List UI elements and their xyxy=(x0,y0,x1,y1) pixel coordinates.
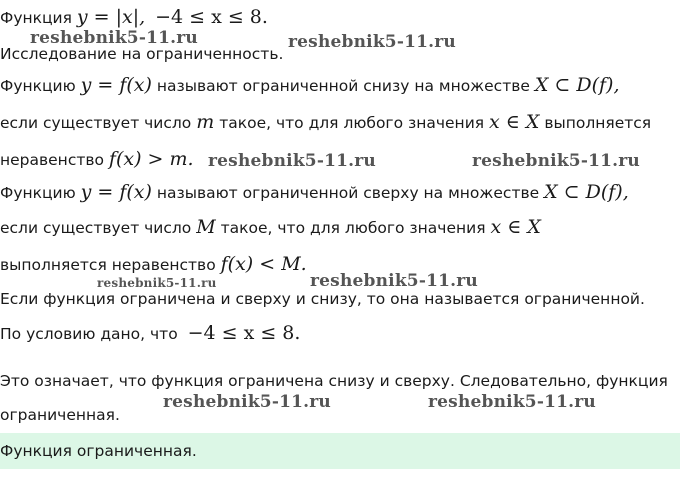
title-domain: −4 ≤ x ≤ 8. xyxy=(155,6,268,28)
given-inequality: −4 ≤ x ≤ 8. xyxy=(187,322,301,344)
def-below-set: X ⊂ D(f), xyxy=(534,74,620,96)
def-below-line-1 xyxy=(0,74,620,97)
def-above-line-1 xyxy=(0,181,629,204)
def-below-text-3: если существует число xyxy=(0,114,192,132)
def-below-m: m xyxy=(196,111,215,133)
task-title xyxy=(0,6,268,29)
def-above-text-5: выполняется неравенство xyxy=(0,256,216,274)
def-above-line-2 xyxy=(0,216,541,239)
answer-text: Функция ограниченная. xyxy=(0,442,197,460)
watermark-text: reshebnik5-11.ru xyxy=(310,271,478,291)
given-text: По условию дано, что xyxy=(0,325,178,343)
def-above-line-3 xyxy=(0,253,307,276)
bounded-both-text: Если функция ограничена и сверху и снизу, то она называется ограниченной. xyxy=(0,290,645,308)
def-above-text-4: такое, что для любого значения xyxy=(220,219,486,237)
watermark-text: reshebnik5-11.ru xyxy=(428,392,596,412)
def-above-formula: y = f(x) xyxy=(80,181,152,203)
conclusion-line-1: Это означает, что функция ограничена снизу и сверху. Следовательно, функция xyxy=(0,372,668,390)
title-text: Функция xyxy=(0,9,72,27)
watermark-text: reshebnik5-11.ru xyxy=(163,392,331,412)
def-above-text-2: называют ограниченной сверху на множестве xyxy=(156,184,540,202)
conclusion-line-2: ограниченная. xyxy=(0,406,120,424)
answer-box xyxy=(0,433,680,469)
def-above-inequality: f(x) < M. xyxy=(220,253,307,275)
def-below-text-2: называют ограниченной снизу на множестве xyxy=(156,77,530,95)
def-above-text-3: если существует число xyxy=(0,219,192,237)
def-below-inequality: f(x) > m. xyxy=(108,148,194,170)
watermark-text: reshebnik5-11.ru xyxy=(288,32,456,52)
watermark-text: reshebnik5-11.ru xyxy=(472,151,640,171)
def-below-line-3 xyxy=(0,148,194,171)
given-line xyxy=(0,322,300,345)
watermark-text: reshebnik5-11.ru xyxy=(30,28,198,48)
def-below-x-in-X: x ∈ X xyxy=(489,111,540,133)
section-subtitle: Исследование на ограниченность. xyxy=(0,45,284,63)
def-below-text-4: такое, что для любого значения xyxy=(219,114,485,132)
def-below-text-6: неравенство xyxy=(0,151,104,169)
watermark-text: reshebnik5-11.ru xyxy=(97,276,217,290)
def-above-set: X ⊂ D(f), xyxy=(544,181,629,203)
watermark-text: reshebnik5-11.ru xyxy=(208,151,376,171)
def-above-x-in-X: x ∈ X xyxy=(490,216,541,238)
def-below-line-2 xyxy=(0,111,651,134)
title-formula: y = |x|, xyxy=(76,6,146,28)
def-below-text-5: выполняется xyxy=(544,114,652,132)
def-above-M: M xyxy=(196,216,216,238)
def-below-formula: y = f(x) xyxy=(80,74,152,96)
def-below-text: Функцию xyxy=(0,77,76,95)
def-above-text: Функцию xyxy=(0,184,76,202)
